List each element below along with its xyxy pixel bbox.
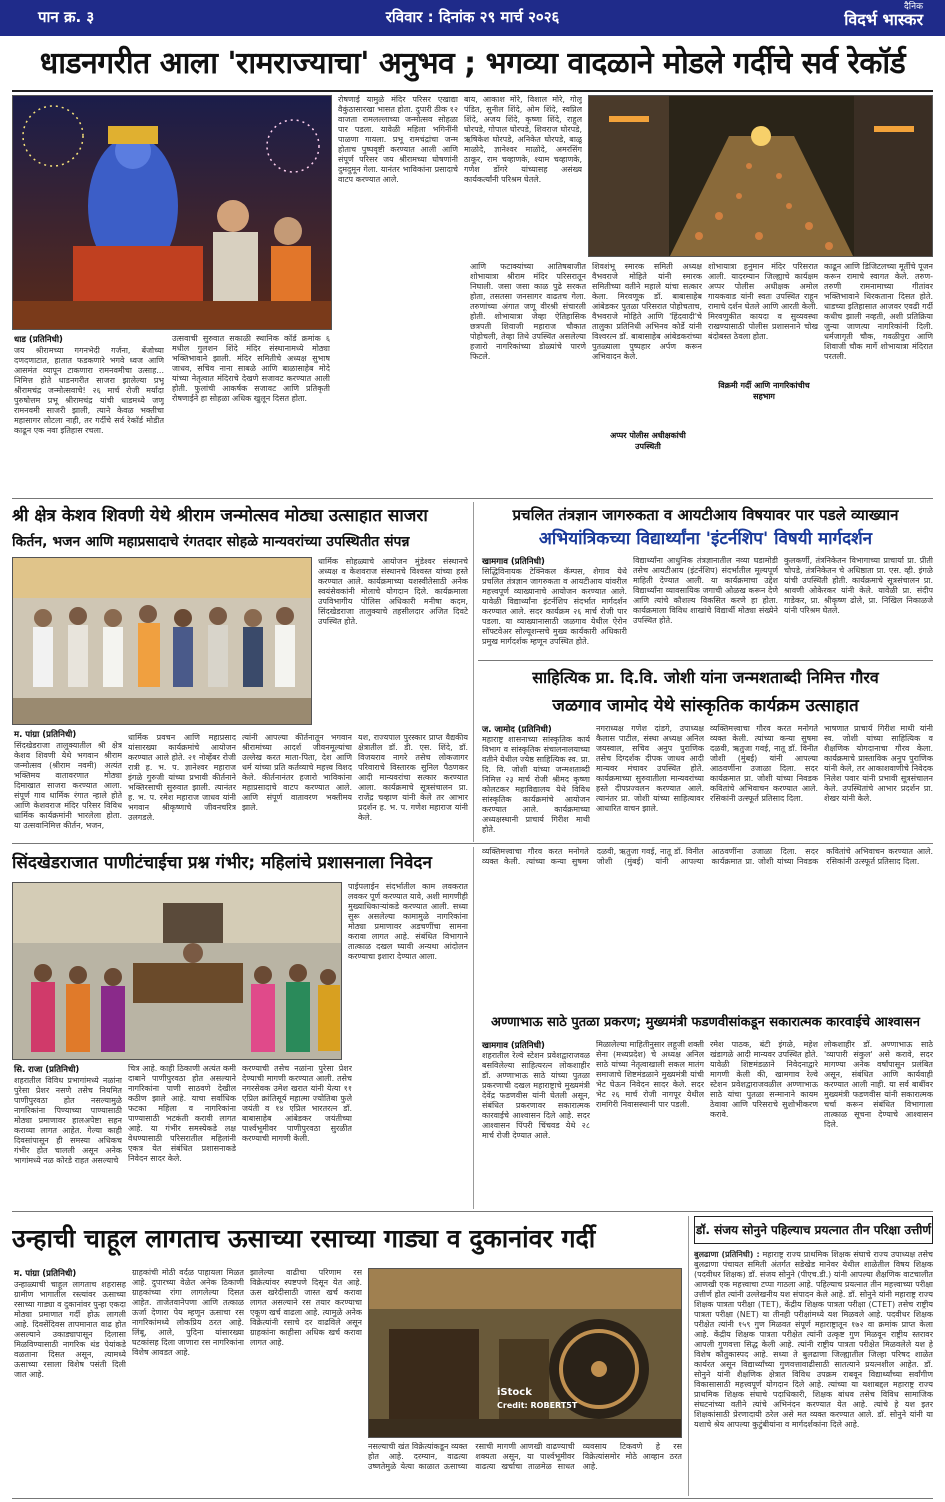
story7-photo-stock-label: iStock: [497, 1387, 532, 1398]
story7-dateline: म. पांग्रा (प्रतिनिधी): [14, 1269, 77, 1279]
story3-col1: [482, 567, 627, 655]
story7-col1-text: उन्हाळ्याची चाहूल लागताच शहरासह ग्रामीण भागातील रस्त्यांवर ऊसाच्या रसाच्या गाड्या व दुकानांवर पुन्हा एकदा मोठ्या प्रमाणात गर्दी होऊ लागली आहे. दिवसेंदिवस तापमानात वाढ होत असल्याने उकाड्यापासून दिलासा मिळविण्यासाठी नागरिक थंड पेयांकडे वळताना दिसत असून, त्यामध्ये ऊसाच्या रसाला विशेष पसंती दिली जात आहे.: [14, 1280, 126, 1379]
story2-col4-text: त्यांनी आपल्या कीर्तनातून भगवान श्रीरामांच्या आदर्श जीवनमूल्यांचा उल्लेख करत माता-पिता, देश आणि धर्म यांच्या प्रति कर्तव्याचे महत्त्व विशद केले. कीर्तनानंतर हजारो भाविकांना महाप्रसादाचे वाटप करण्यात आले. आणि संपूर्ण वातावरण भक्तीमय झाले.: [242, 733, 352, 812]
story6-headline: अण्णाभाऊ साठे पुतळा प्रकरण; मुख्यमंत्री फडणवीसांकडून सकारात्मक कारवाईचे आश्वासन: [491, 1015, 920, 1030]
story2-photo-felicitation: [12, 557, 312, 725]
story7-col3-text: झालेल्या वाढीचा परिणाम रस विक्रेत्यांवर स्पष्टपणे दिसून येत आहे. ऊस खरेदीसाठी जास्त खर्च करावा लागत असल्याने रस तयार करण्याचा एकूण खर्च वाढला आहे. त्यामुळे अनेक विक्रेत्यांनी रसाचे दर वाढविले असून ग्राहकांना काहीसा अधिक खर्च करावा लागत आहे.: [250, 1268, 362, 1347]
story5-col4-text: पाईपलाईन संदर्भातील काम लवकरात लवकर पूर्ण करण्यात यावे, अशी मागणीही मुख्याधिकाऱ्यांकडे करण्यात आली. सध्या सुरू असलेल्या कामामुळे नागरिकांना मोठ्या प्रमाणावर अडचणींचा सामना करावा लागत आहे. संबंधित विभागाने तात्काळ दखल घ्यावी अन्यथा आंदोलन करण्याचा इशारा देण्यात आला.: [348, 882, 468, 961]
story4-headline-1: साहित्यिक प्रा. दि.वि. जोशी यांना जन्मशताब्दी निमित्त गौरव: [532, 668, 879, 687]
story6-dateline: खामगाव (प्रतिनिधी): [482, 1041, 545, 1051]
story5-photo-svg: [13, 883, 342, 1060]
story2-headline-1: श्री क्षेत्र केशव शिवणी येथे श्रीराम जन्मोत्सव मोठ्या उत्साहात साजरा: [12, 506, 428, 526]
story3-col1-text: सिद्धिविनायक टेक्निकल कॅम्पस, शेगाव येथे प्रचलित तंत्रज्ञान जागरुकता व आयटीआय यांवरील महत्त्वपूर्ण व्याख्यानाचे आयोजन करण्यात आले. यावेळी विद्यार्थ्यांना इंटर्नशिप संदर्भात मार्गदर्शन करण्यात आले. सदर कार्यक्रम २६ मार्च रोजी पार पडला. या व्याख्यानासाठी जळगाव येथील ऐरोन सॉफ्टवेअर सोल्यूशन्सचे मुख्य कार्यकारी अधिकारी प्रमुख मार्गदर्शक म्हणून उपस्थित होते.: [482, 567, 627, 646]
story5-col1: [14, 1076, 122, 1206]
bottom-rule: [12, 1498, 933, 1499]
story4-col3-text: व्यक्तिमत्त्वाचा गौरव करत मनोगते व्यक्त केली. त्यांच्या कन्या सुषमा दळवी, ऋतुजा गवई, नातू डॉ. विनीत जोशी (मुंबई) यांनी आपल्या आठवणींना उजाळा दिला. सदर कार्यक्रमात प्रा. जोशी यांच्या निवडक कवितांचे अभिवाचन करण्यात आले. रसिकांनी उत्स्फूर्त प्रतिसाद दिला.: [710, 724, 818, 803]
story5-col1-text: शहरातील विविध प्रभागांमध्ये नळांना पुरेसा प्रेशर नसणे तसेच नियमित पाणीपुरवठा होत नसल्यामुळे नागरिकांना पिण्याच्या पाण्यासाठी मोठ्या प्रमाणावर हालअपेष्टा सहन कराव्या लागत आहेत. गेल्या काही दिवसांपासून ही समस्या अधिकच गंभीर होत चालली असून अनेक भागांमध्ये नळ कोरडे राहत असल्याचे: [14, 1076, 122, 1165]
story2-col2: [14, 741, 122, 839]
story4-col2-text: नगराध्यक्ष गणेश दांडगे, उपाध्यक्ष कैलास पाटील, संस्था अध्यक्ष अनिल जयस्वाल, सचिव अनुप पुराणिक तसेच दिग्दर्शक दीपक जाधव आदी मान्यवर मंचावर उपस्थित होते. कार्यक्रमाच्या सुरुवातीला मान्यवरांच्या हस्ते दीपप्रज्वलन करण्यात आले. त्यानंतर प्रा. जोशी यांच्या साहित्यावर आधारित वाचन झाले.: [596, 724, 704, 813]
vertical-divider-1: [473, 502, 474, 842]
story8-body: [694, 1250, 933, 1494]
masthead: [0, 0, 945, 36]
story7-photo-credit: Credit: ROBERT5T: [497, 1401, 578, 1410]
story1-col6-text: शिवशंभू स्मारक समिती अध्यक्ष वैभवराजे मोहिते यांनी स्मारक समितीच्या वतीने महाले यांचा सत्कार केला. मिरवणूक डॉ. बाबासाहेब आंबेडकर पुतळा परिसरात पोहोचताच, वैभवराजे मोहिते आणि 'हिंदवादी'चे तालुका प्रतिनिधी अभिनव कोर्डे यांनी विश्वरत्न डॉ. बाबासाहेब आंबेडकरांच्या पुतळ्याला पुष्पहार अर्पण करून अभिवादन केले.: [592, 262, 702, 361]
page-date: रविवार : दिनांक २९ मार्च २०२६: [385, 8, 560, 26]
story1-col-six: [592, 262, 702, 495]
story2-col3-text: धार्मिक प्रवचन आणि महाप्रसाद यांसारख्या कार्यक्रमांचे आयोजन करण्यात आले होते. २१ नोव्हेंबर रोजी रात्री ह. भ. प. ज्ञानेश्वर महाराज इंगळे गुरुजी यांच्या प्रभावी कीर्तनाने भक्तिरसाची सुरुवात झाली. त्यानंतर ह. भ. प. रमेश महाराज जाधव यांनी भगवान श्रीकृष्णाचे जीवनचरित्र उलगडले.: [128, 733, 236, 822]
story4-continuation: [482, 847, 933, 1005]
story1-dateline: धाड (प्रतिनिधी): [14, 335, 63, 345]
story1-col4-text: बाय, आकाश मोरे, विशाल मोरे, गोलू पंडित, सुनील शिंदे, ओम शिंदे, स्वप्निल शिंदे, अजय शिंदे, कृष्णा शिंदे, राहुल घोरपडे, गोपाल घोरपडे, शिवराज घोरपडे, ऋषिकेश घोरपडे, अनिकेत घोरपडे, बाळू माळोदे, ज्ञानेश्वर माळोदे, अमरसिंग ठाकूर, राम चव्हाणके, श्याम चव्हाणके, गणेश डोंगरे यांच्यासह असंख्य कार्यकर्त्यांनी परिश्रम घेतले.: [464, 95, 582, 184]
story4-headline-2: जळगाव जामोद येथे सांस्कृतिक कार्यक्रम उत्साहात: [552, 696, 859, 716]
story4-col4: [824, 724, 933, 839]
story5-photo-women-memorandum: [12, 882, 342, 1060]
logo-big: विदर्भ भास्कर: [844, 10, 923, 29]
story4-continuation-text: व्यक्तिमत्त्वाचा गौरव करत मनोगते व्यक्त केली. त्यांच्या कन्या सुषमा दळवी, ऋतुजा गवई, नातू डॉ. विनीत जोशी (मुंबई) यांनी आपल्या आठवणींना उजाळा दिला. सदर कार्यक्रमात प्रा. जोशी यांच्या निवडक कवितांचे अभिवाचन करण्यात आले. रसिकांनी उत्स्फूर्त प्रतिसाद दिला.: [482, 847, 933, 866]
story6-col3-text: रमेश पाठक, बंटी इंगळे, महेश खंडागळे आदी मान्यवर उपस्थित होते. यावेळी शिष्टमंडळाने निवेदनाद्वारे मागणी केली की, खामगाव रेल्वे स्टेशन प्रवेशद्वाराजवळील अण्णाभाऊ साठे यांचा पुतळा सन्मानाने कायम ठेवावा आणि परिसराचे सुशोभीकरण करावे.: [710, 1040, 818, 1119]
story1-col3: [338, 95, 458, 495]
story6-col2: [596, 1040, 704, 1206]
story5-col2: [128, 1064, 236, 1206]
story2-col5-text: यश, राज्यपाल पुरस्कार प्राप्त वैद्यकीय क्षेत्रातील डॉ. डी. एस. शिंदे, डॉ. विजयराव नागरे तसेच लोकजागर परिवाराचे विस्तारक सुनिल पैठणकर आदी मान्यवरांचा सत्कार करण्यात आला. कार्यक्रमाचे सूत्रसंचालन प्रा. राजेंद्र चव्हाण यांनी केले तर आभार प्रदर्शन ह. भ. प. गणेश महाराज यांनी केले.: [358, 733, 468, 822]
story1-col-seven: [708, 262, 818, 495]
story1-procession-svg: [589, 96, 933, 257]
story6-col1: [482, 1051, 590, 1206]
story7-col4: [368, 1442, 682, 1494]
story8-headline: डॉ. संजय सोनुने पहिल्याच प्रयत्नात तीन परिक्षा उत्तीर्ण: [694, 1216, 933, 1244]
story1-col-eight: [824, 262, 933, 495]
story2-col1-text: धार्मिक सोहळ्याचे आयोजन मुंडेश्वर संस्थानचे अध्यक्ष व केशवराज संस्थानचे विश्वस्त यांच्या हस्ते करण्यात आले. कार्यक्रमाच्या यशस्वीतेसाठी अनेक स्वयंसेवकांनी मोलाचे योगदान दिले. कार्यक्रमाला उपविभागीय पोलिस अधिकारी मनीषा कदम, सिंदखेडराजा तालुक्याचे तहसीलदार अजित दिवटे उपस्थित होते.: [318, 557, 468, 626]
story8-body-para: [694, 1250, 933, 1430]
story2-col5: [358, 733, 468, 839]
story2-col1: [318, 557, 468, 729]
divider-2: [478, 660, 933, 661]
story2-col3: [128, 733, 236, 839]
story4-col1-text: महाराष्ट्र शासनाच्या सांस्कृतिक कार्य विभाग व सांस्कृतिक संचालनालयाच्या वतीने येथील ज्येष्ठ साहित्यिक स्व. प्रा. दि. वि. जोशी यांच्या जन्मशताब्दी निमित्त २३ मार्च रोजी श्रीमद कृष्णा कोलटकर महाविद्यालय येथे विविध सांस्कृतिक कार्यक्रमांचे आयोजन करण्यात आले. कार्यक्रमाच्या अध्यक्षस्थानी प्राचार्य गिरीश माथी होते.: [482, 735, 590, 834]
story1-col7-text: शोभायात्रा हनुमान मंदिर परिसरात आली. यादरम्यान जिल्ह्याचे कार्यक्षम अप्पर पोलीस अधीक्षक अमोल गायकवाड यांनी स्वतः उपस्थित राहून रामाचे दर्शन घेतले आणि आरती केली. मिरवणुकीत कायदा व सुव्यवस्था राखण्यासाठी पोलीस प्रशासनाने चोख बंदोबस्त ठेवला होता.: [708, 262, 818, 341]
story3-col3-text: कुलकर्णी, तंत्रनिकेतन विभागाच्या प्राचार्या प्रा. प्रीती चोपडे, तंत्रनिकेतन चे अधिष्ठाता प्रा. एस. व्ही. इंगळे यांची उपस्थिती होती. कार्यक्रमाचे सूत्रसंचालन प्रा. श्रावणी ओकेरकर यांनी केले. यावेळी प्रा. संदीप गाडेकर, प्रा. श्रीकृष्ण ढोले, प्रा. निखिल निकाळजे यांनी परिश्रम घेतले.: [784, 556, 933, 615]
story2-headline-2: किर्तन, भजन आणि महाप्रसादाचे रंगतदार सोहळे मान्यवरांच्या उपस्थितीत संपन्न: [12, 534, 410, 550]
story7-headline: उन्हाची चाहूल लागताच ऊसाच्या रसाच्या गाड्या व दुकानांवर गर्दी: [12, 1224, 596, 1253]
story1-col8-text: काढून आणि डिजिटलच्या मूर्तीचे पूजन करून रामाचे स्वागत केले. तरुण-तरुणी रामनामाच्या गीतांवर भक्तिभावाने थिरकताना दिसत होते. धाडच्या इतिहासात आजवर एवढी गर्दी कधीच झाली नव्हती, अशी प्रतिक्रिया जुन्या जाणत्या नागरिकांनी दिली. धर्मजागृती चौक, गवळीपुरा आणि शिवाजी चौक मार्गे शोभायात्रा मंदिरात परतली.: [824, 262, 933, 361]
story3-col2: [633, 556, 778, 655]
story2-col4: [242, 733, 352, 839]
page-number: पान क्र. ३: [38, 8, 95, 26]
story1-col1-text: जय श्रीरामच्या गगनभेदी गर्जना, बेंजोच्या दणदणाटात, हातात फडकणारे भगवे ध्वज आणि आसमंत व्यापून टाकणारा रामनवमीचा उत्साह... निमित्त होते धाडनगरीत साजरा झालेल्या प्रभू श्रीरामचंद्र जन्मोत्सवाचे! २६ मार्च रोजी मर्यादा पुरुषोत्तम प्रभू श्रीरामचंद्र यांची धाडमध्ये जणू रामनवमी साजरी झाली, त्याने केवळ भक्तीचा महासागर लोटला नाही, तर गर्दीचे सर्व रेकॉर्ड मोडीत काढून एक नवा इतिहास रचला.: [14, 346, 164, 435]
vertical-divider-3: [688, 1216, 689, 1496]
story6-col4-text: लोकशाहीर डॉ. अण्णाभाऊ साठे 'व्यापारी संकुल' असे करावे, सदर मागण्या अनेक वर्षांपासून प्रलंबित असून, संबंधित आणि कार्यवाही करण्यात आली नाही. या सर्व बाबींवर मुख्यमंत्री फडणवीस यांनी सकारात्मक चर्चा करून संबंधित विभागाला तात्काळ सूचना देण्याचे आश्वासन दिले.: [824, 1040, 933, 1129]
story1-col-five: [470, 262, 586, 495]
story3-col3: [784, 556, 933, 655]
story1-col2-text: उत्सवाची सुरुवात सकाळी स्थानिक कॉर्ड क्रमांक ६ मधील गुलशन शिंदे मंदिर संस्थानामध्ये मोठ्या भक्तिभावाने झाली. मंदिर समितीचे अध्यक्ष सुभाष जाधव, सचिव नाना साबळे आणि बाळासाहेब मोदे यांच्या नेतृत्वात मंदिराचे देखणे सजावट करण्यात आली होती. फुलांची आकर्षक सजावट आणि प्रतिकृती रोषणाईने हा सोहळा अधिक खुलून दिसत होता.: [172, 334, 330, 403]
story3-headline-2: अभियांत्रिकच्या विद्यार्थ्यांना 'इंटर्नशिप' विषयी मार्गदर्शन: [538, 529, 873, 549]
story2-dateline: म. पांग्रा (प्रतिनिधी): [14, 730, 77, 740]
story5-col2-text: चित्र आहे. काही ठिकाणी अत्यंत कमी दाबाने पाणीपुरवठा होत असल्याने नागरिकांना पाणी साठवणे देखील कठीण झाले आहे. याचा सर्वाधिक फटका महिला व नागरिकांना पाण्यासाठी भटकंती करावी लागत आहे. या गंभीर समस्येकडे लक्ष वेधण्यासाठी परिसरातील महिलांनी एकत्र येत संबंधित प्रशासनाकडे निवेदन सादर केले.: [128, 1064, 236, 1163]
story1-photo-procession: [588, 95, 933, 257]
divider-4: [12, 1211, 933, 1212]
story1-subhead-b: विक्रमी गर्दी आणि नागरिकांचीच सहभाग: [712, 380, 816, 402]
story2-photo-svg: [13, 558, 312, 725]
story3-col2-text: विद्यार्थ्यांना आधुनिक तंत्रज्ञानातील नव्या घडामोडी तसेच आयटीआय (इंटर्नशिप) संदर्भातील मूल्यपूर्ण माहिती देण्यात आली. या कार्यक्रमाचा उद्देश विद्यार्थ्यांना व्यावसायिक जगाची ओळख करून देणे आणि त्यांचे कौशल्य विकसित करणे हा होता. कार्यक्रमाला विविध शाखांचे विद्यार्थी मोठ्या संख्येने उपस्थित होते.: [633, 556, 778, 625]
story1-rule: [12, 90, 933, 92]
story5-col3-text: करण्याची तसेच नळांना पुरेसा प्रेशर देण्याची मागणी करण्यात आली. तसेच नगरसेवक उमेश खरात यांनी येत्या ११ एप्रिल क्रांतिसूर्य महात्मा ज्योतिबा फुले जयंती व १४ एप्रिल भारतरत्न डॉ. बाबासाहेब आंबेडकर जयंतीच्या पार्श्वभूमीवर पाणीपुरवठा सुरळीत करण्याची मागणी केली.: [242, 1064, 352, 1143]
story7-col3: [250, 1268, 362, 1494]
divider-3: [12, 843, 933, 844]
story1-col2: [172, 334, 330, 496]
story7-col2: [132, 1268, 244, 1494]
story6-col2-text: मिळालेल्या माहितीनुसार लहूजी शक्ती सेना (मध्यप्रदेश) चे अध्यक्ष अनिल साठे यांच्या नेतृत्वाखाली सकल मातंग समाजाचे शिष्टमंडळाने मुख्यमंत्री यांची भेट घेऊन निवेदन सादर केले. सदर भेट २६ मार्च रोजी नागपूर येथील रामगिरी निवासस्थानी पार पडली.: [596, 1040, 704, 1109]
story7-col1: [14, 1280, 126, 1494]
story8-dateline: बुलढाणा (प्रतिनिधी) :: [694, 1250, 760, 1259]
story1-col5-text: आणि फटाक्यांच्या आतिषबाजीत शोभायात्रा श्रीराम मंदिर परिसरातून निघाली. जसा जसा काळ पुढे सरकत होता, तसतसा जनसागर वाढतच गेला. तरुणांच्या अंगात जणू वीरश्री संचारली होती. शोभायात्रा जेव्हा ऐतिहासिक छत्रपती शिवाजी महाराज चौकात पोहोचली, तेव्हा तिथे उपस्थित असलेल्या हजारो नागरिकांच्या डोळ्यांचे पारणे फिटले.: [470, 262, 586, 361]
story7-photo-sugarcane-juice: [368, 1268, 682, 1438]
story5-dateline: सि. राजा (प्रतिनिधी): [14, 1065, 80, 1075]
story1-photo-rama-idol: [12, 95, 332, 330]
story5-col4: [348, 882, 468, 1060]
story1-photo-svg: [13, 96, 332, 330]
story5-col3: [242, 1064, 352, 1206]
story4-col1: [482, 735, 590, 839]
story3-headline-1: प्रचलित तंत्रज्ञान जागरुकता व आयटीआय विषयावर पार पडले व्याख्यान: [512, 506, 899, 524]
story7-col2-text: ग्राहकांची मोठी वर्दळ पाहायला मिळत आहे. दुपारच्या वेळेत अनेक ठिकाणी ग्राहकांच्या रांगा लागलेल्या दिसत आहेत. ताजेतवानेपणा आणि तत्काळ ऊर्जा देणारा पेय म्हणून ऊसाचा रस नागरिकांमध्ये लोकप्रिय ठरत आहे. लिंबू, आले, पुदिना यांसारख्या घटकांसह दिला जाणारा रस नागरिकांना विशेष आवडत आहे.: [132, 1268, 244, 1357]
story1-col1: [14, 346, 164, 496]
story4-dateline: ज. जामोद (प्रतिनिधी): [482, 725, 552, 735]
story4-col4-text: भाषणात प्राचार्य गिरीश माथी यांनी स्व. जोशी यांच्या साहित्यिक व शैक्षणिक योगदानाचा गौरव केला. कार्यक्रमाचे प्रास्ताविक अनुप पुराणिक यांनी केले, तर आकाशवाणीचे निवेदक निलेश पवार यांनी प्रभावी सूत्रसंचालन केले. उपस्थितांचे आभार प्रदर्शन प्रा. शेखर यांनी केले.: [824, 724, 933, 803]
story6-col1-text: शहरातील रेल्वे स्टेशन प्रवेशद्वाराजवळ बसविलेल्या साहित्यरत्न लोकशाहीर डॉ. अण्णाभाऊ साठे यांच्या पुतळा प्रकरणाची दखल महाराष्ट्राचे मुख्यमंत्री देवेंद्र फडणवीस यांनी घेतली असून, संबंधित प्रकरणावर सकारात्मक कारवाईचे आश्वासन दिले आहे. सदर आश्वासन पिंपरी चिंचवड येथे २८ मार्च रोजी देण्यात आले.: [482, 1051, 590, 1140]
story4-col2: [596, 724, 704, 839]
story1-subhead-a: अप्पर पोलीस अधीक्षकांची उपस्थिती: [596, 430, 700, 452]
newspaper-logo: [844, 3, 923, 28]
story5-headline: सिंदखेडराजात पाणीटंचाईचा प्रश्न गंभीर; महिलांचे प्रशासनाला निवेदन: [12, 853, 432, 873]
story4-col3: [710, 724, 818, 839]
story6-col3: [710, 1040, 818, 1206]
story8-body-text: महाराष्ट्र राज्य प्राथमिक शिक्षक संघाचे राज्य उपाध्यक्ष तसेच बुलढाणा पंचायत समिती अंतर्गत सडेखेड मानेवर येथील शाळेतील विषय शिक्षक (पदवीधर शिक्षक) डॉ. संजय सोनुने (पीएच.डी.) यांनी आपल्या शैक्षणिक वाटचालीत आणखी एक महत्त्वाचा टप्पा गाठला आहे. पहिल्याच प्रयत्नात तीन महत्त्वाच्या परीक्षा उत्तीर्ण होत त्यांनी उल्लेखनीय यश संपादन केले आहे. डॉ. सोनुने यांनी महाराष्ट्र राज्य शिक्षक पात्रता परीक्षा (TET), केंद्रीय शिक्षक पात्रता परीक्षा (CTET) तसेच राष्ट्रीय पात्रता परीक्षा (NET) या तीनही परीक्षांमध्ये यश मिळवले आहे. पदवीधर शिक्षक परीक्षेत त्यांनी १५९ गुण मिळवत संपूर्ण महाराष्ट्रातून १७२ वा क्रमांक प्राप्त केला आहे. केंद्रीय शिक्षक पात्रता परीक्षेत त्यांनी उत्कृष्ट गुण मिळवून राष्ट्रीय स्तरावर आपली गुणवत्ता सिद्ध केली आहे. त्यांनी राष्ट्रीय पात्रता परीक्षेत मिळवलेले यश हे विशेष कौतुकास्पद आहे. सध्या ते बुलढाणा जिल्ह्यातील जिल्हा परिषद शाळेत कार्यरत असून विद्यार्थ्यांच्या गुणवत्तावाढीसाठी सातत्याने प्रयत्नशील आहेत. डॉ. सोनुने यांनी शैक्षणिक क्षेत्रात विविध उपक्रम राबवून विद्यार्थ्यांच्या सर्वांगीण विकासासाठी महत्त्वपूर्ण योगदान दिले आहे. त्यांच्या या यशाबद्दल महाराष्ट्र राज्य प्राथमिक शिक्षक संघाचे पदाधिकारी, शिक्षक बांधव तसेच विविध सामाजिक संघटनांच्या वतीने त्यांचे अभिनंदन करण्यात येत आहे. त्यांचे हे यश इतर शिक्षकांसाठी प्रेरणादायी ठरेल असे मत व्यक्त करण्यात आले. डॉ. सोनुने यांनी या यशाचे श्रेय आपल्या कुटुंबीयांना व मार्गदर्शकांना दिले आहे.: [694, 1250, 933, 1429]
story7-col4-text: नसल्याची खंत विक्रेत्यांकडून व्यक्त होत आहे. दरम्यान, वाढत्या उष्णतेमुळे येत्या काळात ऊसाच्या रसाची मागणी आणखी वाढण्याची शक्यता असून, या पार्श्वभूमीवर वाढत्या खर्चाचा ताळमेळ साधत व्यवसाय टिकवणे हे रस विक्रेत्यांसमोर मोठे आव्हान ठरत आहे.: [368, 1442, 682, 1471]
divider-1: [12, 498, 933, 499]
vertical-divider-2: [473, 847, 474, 1209]
logo-small: दैनिक: [903, 2, 923, 12]
story3-dateline: खामगाव (प्रतिनिधी): [482, 557, 545, 567]
story2-col2-text: सिंदखेडराजा तालुक्यातील श्री क्षेत्र केशव शिवणी येथे भगवान श्रीराम जन्मोत्सव (श्रीराम नवमी) अत्यंत भक्तिमय वातावरणात मोठ्या दिमाखात साजरा करण्यात आला. संपूर्ण गाव धार्मिक रंगात न्हाले होते आणि केशवराज मंदिर परिसर विविध धार्मिक कार्यक्रमांनी भारलेला होता. या उत्सवानिमित्त कीर्तन, भजन,: [14, 741, 122, 830]
story1-col3-text: रोषणाई यामुळे मंदिर परिसर एखाद्या वैकुंठासारखा भासत होता. दुपारी ठीक १२ वाजता रामलल्लाच्या जन्मोत्सव सोहळा पार पडला. यावेळी महिला भगिनींनी पाळणा गायला. प्रभू रामचंद्रांचा जन्म होताच पुष्पवृष्टी करण्यात आली आणि संपूर्ण परिसर जय श्रीरामच्या घोषणांनी दुमदुमून गेला. यानंतर भाविकांना प्रसादाचे वाटप करण्यात आले.: [338, 95, 458, 184]
story7-photo-svg: [369, 1269, 682, 1438]
story6-col4: [824, 1040, 933, 1206]
story1-headline: धाडनगरीत आला 'रामराज्याचा' अनुभव ; भगव्या वादळाने मोडले गर्दीचे सर्व रेकॉर्ड: [39, 46, 906, 81]
